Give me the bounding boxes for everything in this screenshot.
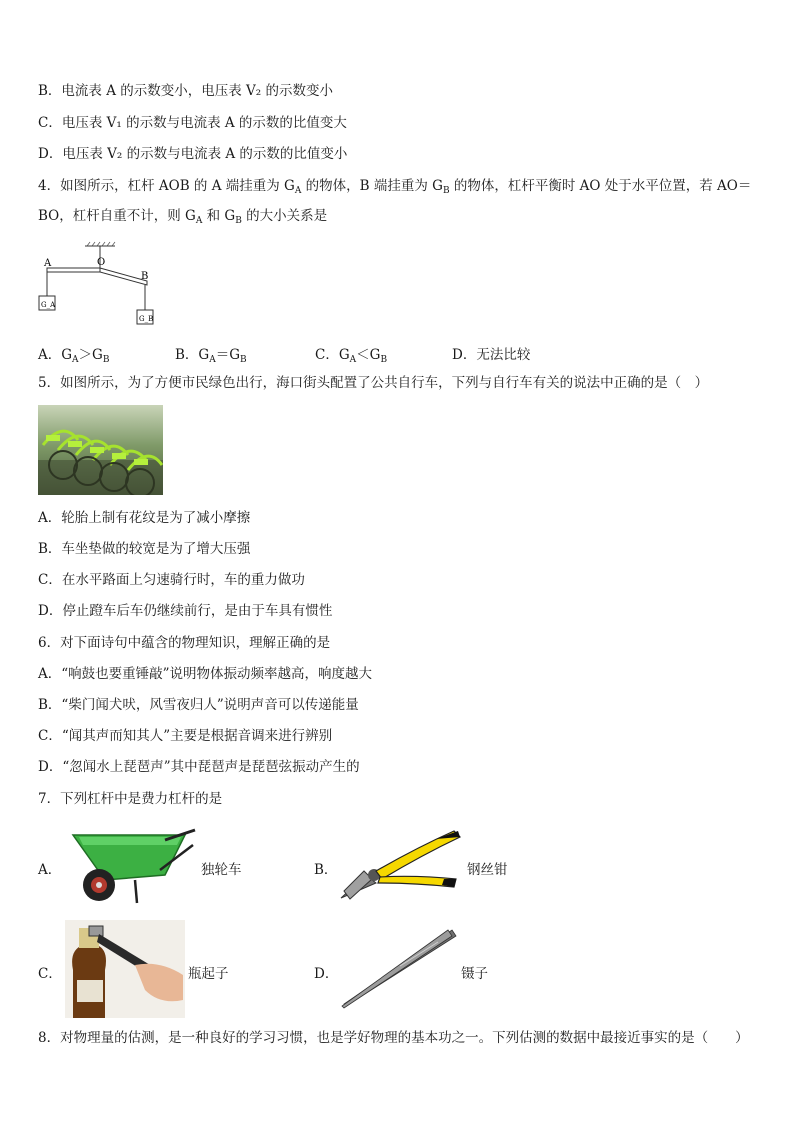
q7-option-b-caption: 钢丝钳 xyxy=(467,862,508,878)
q7-option-b-letter: B． xyxy=(314,862,338,878)
q3-option-d: D．电压表 V₂ 的示数与电流表 A 的示数的比值变小 xyxy=(38,146,348,162)
wheelbarrow-icon xyxy=(65,825,197,907)
q5-option-b: B．车坐垫做的较宽是为了增大压强 xyxy=(38,541,251,557)
q3-option-c: C．电压表 V₁ 的示数与电流表 A 的示数的比值变大 xyxy=(38,115,347,131)
label-b: B xyxy=(141,271,149,282)
q4-option-c: C．$G_A<G_B$ xyxy=(315,347,388,365)
q4-option-a: A．$G_A>G_B$ xyxy=(38,347,110,365)
q6-stem: 6．对下面诗句中蕴含的物理知识，理解正确的是 xyxy=(38,635,331,651)
q7-option-c-letter: C． xyxy=(38,966,62,982)
q4-option-d: D．无法比较 xyxy=(452,347,531,363)
q8-stem: 8．对物理量的估测，是一种良好的学习习惯，也是学好物理的基本功之一。下列估测的数据中最接近事实的是（ ） xyxy=(38,1030,749,1046)
label-ga: G_A xyxy=(41,301,56,309)
lever-aob-figure xyxy=(35,236,160,331)
q6-option-d: D．“忽闻水上琵琶声”其中琵琶声是琵琶弦振动产生的 xyxy=(38,759,360,775)
bottle-opener-icon xyxy=(65,920,185,1018)
q5-option-c: C．在水平路面上匀速骑行时，车的重力做功 xyxy=(38,572,305,588)
label-o: O xyxy=(97,257,106,268)
q7-option-a-caption: 独轮车 xyxy=(201,862,242,878)
bicycle-photo xyxy=(38,405,163,495)
q7-option-c-caption: 瓶起子 xyxy=(188,966,229,982)
q5-option-d: D．停止蹬车后车仍继续前行，是由于车具有惯性 xyxy=(38,603,333,619)
q5-stem: 5．如图所示，为了方便市民绿色出行，海口街头配置了公共自行车，下列与自行车有关的说法中正确的是（ ） xyxy=(38,375,709,391)
q6-option-a: A．“响鼓也要重锤敲”说明物体振动频率越高，响度越大 xyxy=(38,666,373,682)
q7-option-a-letter: A． xyxy=(38,862,62,878)
tweezers-icon xyxy=(340,928,458,1010)
label-gb: G_B xyxy=(139,315,154,323)
q6-option-b: B．“柴门闻犬吠，风雪夜归人”说明声音可以传递能量 xyxy=(38,697,359,713)
q5-option-a: A．轮胎上制有花纹是为了减小摩擦 xyxy=(38,510,251,526)
q7-option-d-caption: 镊子 xyxy=(461,966,488,982)
q7-option-d-letter: D． xyxy=(314,966,339,982)
q6-option-c: C．“闻其声而知其人”主要是根据音调来进行辨别 xyxy=(38,728,333,744)
q3-option-b: B．电流表 A 的示数变小，电压表 V₂ 的示数变小 xyxy=(38,83,333,99)
q7-stem: 7．下列杠杆中是费力杠杆的是 xyxy=(38,791,223,807)
label-a: A xyxy=(44,258,52,269)
pliers-icon xyxy=(336,823,464,905)
q4-stem-line1: 4．如图所示，杠杆 AOB 的 A 端挂重为 $G_A$ 的物体，B 端挂重为 $G_B$ 的物体，杠杆平衡时 AO 处于水平位置，若 AO＝ xyxy=(38,178,752,196)
q4-stem-line2: BO，杠杆自重不计，则 $G_A$ 和 $G_B$ 的大小关系是 xyxy=(38,208,328,226)
q4-option-b: B．$G_A=G_B$ xyxy=(175,347,247,365)
